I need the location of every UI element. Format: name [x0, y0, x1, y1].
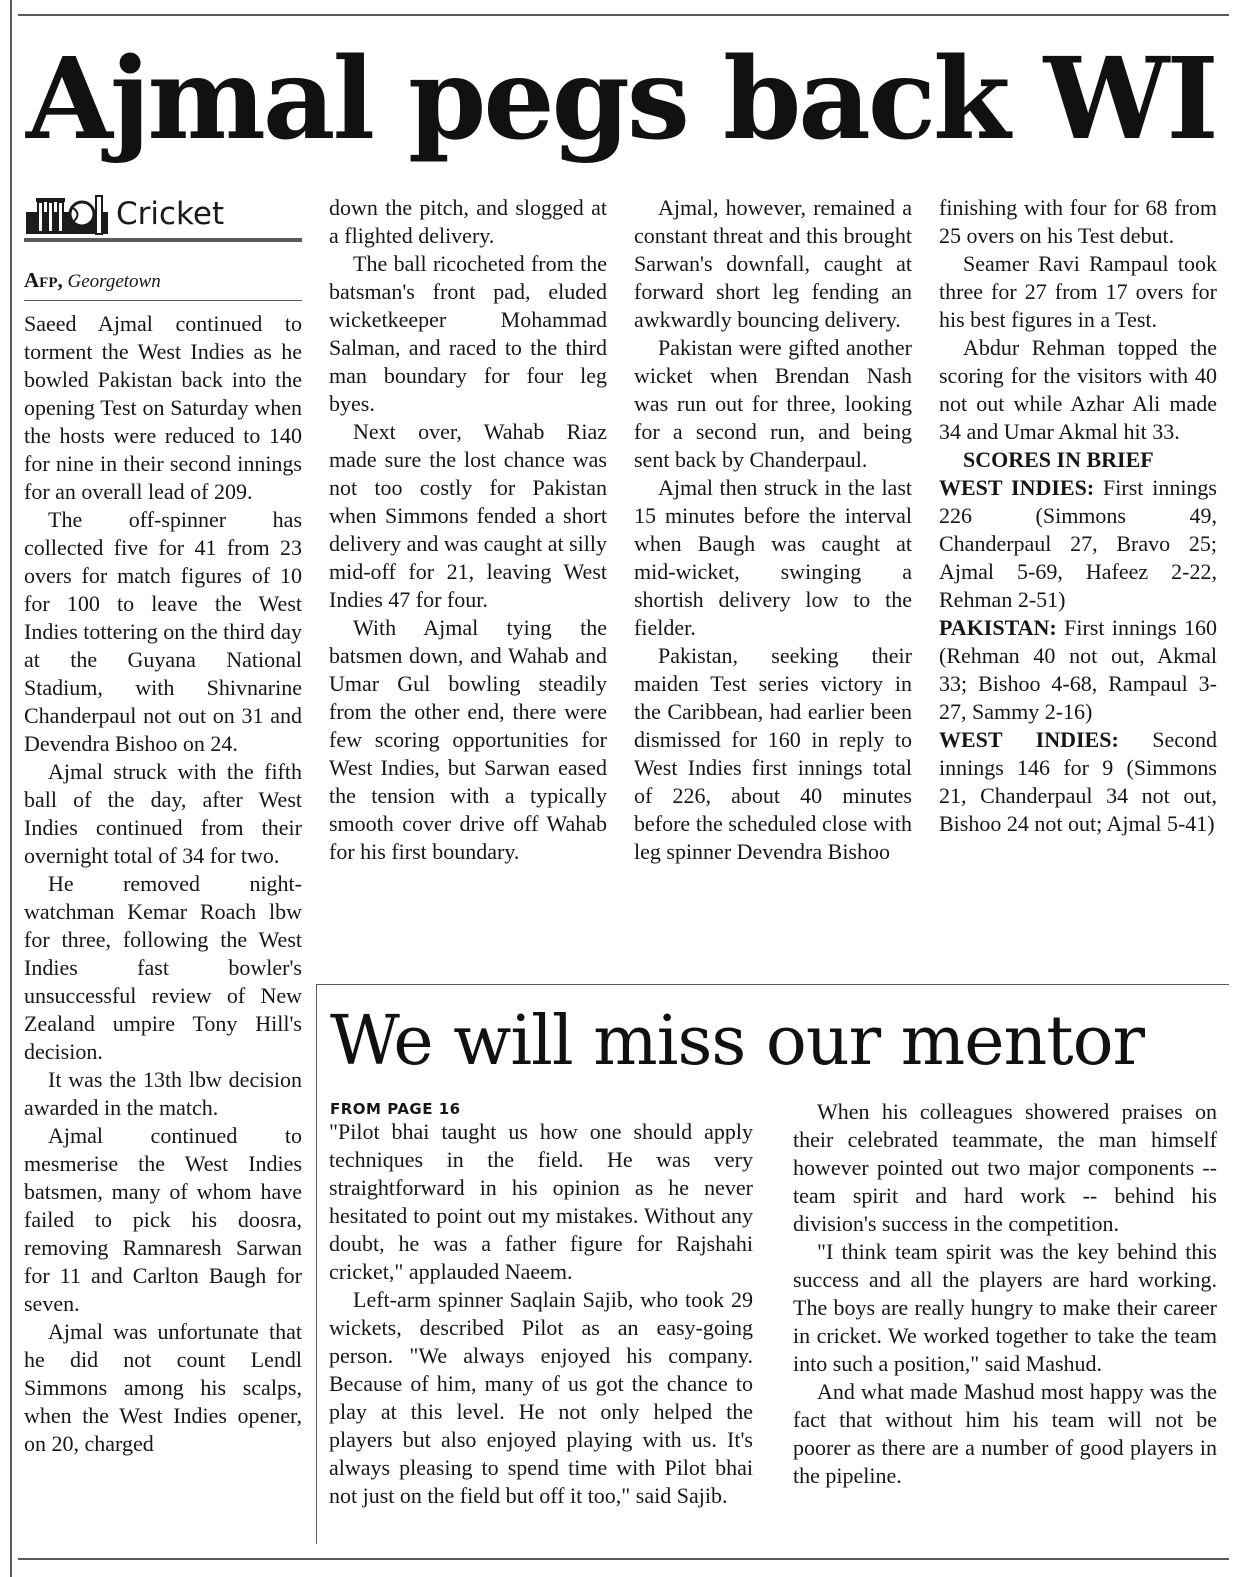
byline-agency: Afp, — [24, 268, 63, 292]
paragraph: With Ajmal tying the batsmen down, and Wahab and Umar Gul bowling steadily from the other end, there were few scoring opportunities for West Indies, but Sarwan eased the tension with a typically smooth cover drive off Wahab for his first boundary. — [329, 615, 607, 864]
paragraph: down the pitch, and slogged at a flighted delivery. — [329, 195, 607, 248]
paragraph: Pakistan, seeking their maiden Test series victory in the Caribbean, had earlier been dismissed for 160 in reply to West Indies first innings total of 226, about 40 minutes before the scheduled close with leg spinner Devendra Bishoo — [634, 643, 912, 864]
article1-column-4 — [939, 194, 1217, 838]
paragraph: Seamer Ravi Rampaul took three for 27 from 17 overs for his best figures in a Test. — [939, 251, 1217, 332]
score-team: PAKISTAN: — [939, 615, 1057, 640]
left-border — [10, 0, 12, 1577]
score-team: WEST INDIES: — [939, 727, 1119, 752]
byline-rule — [24, 300, 302, 301]
headline-mentor: We will miss our mentor — [330, 1002, 1145, 1081]
score-text: First innings 160 (Rehman 40 not out, Akmal 33; Bishoo 4-68, Rampaul 3-27, Sammy 2-16) — [939, 615, 1217, 724]
paragraph: Next over, Wahab Riaz made sure the lost chance was not too costly for Pakistan when Simmons fended a short delivery and was caught at silly mid-off for 21, leaving West Indies 47 for four. — [329, 419, 607, 612]
article1-column-2 — [329, 194, 607, 866]
paragraph: Saeed Ajmal continued to torment the West Indies as he bowled Pakistan back into the opening Test on Saturday when the hosts were reduced to 140 for nine in their second innings for an overall lead of 209. — [24, 311, 302, 504]
paragraph: Ajmal then struck in the last 15 minutes before the interval when Baugh was caught at mid-wicket, swinging a shortish delivery low to the fielder. — [634, 475, 912, 640]
paragraph: Abdur Rehman topped the scoring for the visitors with 40 not out while Azhar Ali made 34 and Umar Akmal hit 33. — [939, 335, 1217, 444]
section-label: Cricket — [116, 196, 225, 232]
score-text: Second innings 146 for 9 (Simmons 21, Chanderpaul 34 not out, Bishoo 24 not out; Ajmal 5-41) — [939, 727, 1217, 836]
byline-place: Georgetown — [67, 271, 161, 292]
paragraph: The off-spinner has collected five for 41 from 23 overs for match figures of 10 for 100 to leave the West Indies tottering on the third day at the Guyana National Stadium, with Shivnarine Chanderpaul not out on 31 and Devendra Bishoo on 24. — [24, 507, 302, 756]
headline-ajmal: Ajmal pegs back WI — [26, 34, 1216, 165]
score-item — [939, 726, 1217, 838]
paragraph: Ajmal, however, remained a constant threat and this brought Sarwan's downfall, caught at forward short leg fending an awkwardly bouncing delivery. — [634, 195, 912, 332]
story-divider — [316, 984, 1229, 985]
scores-heading: SCORES IN BRIEF — [963, 447, 1154, 472]
article1-column-1 — [24, 310, 302, 1458]
paragraph: It was the 13th lbw decision awarded in the match. — [24, 1067, 302, 1120]
paragraph: Ajmal struck with the fifth ball of the day, after West Indies continued from their overnight total of 34 for two. — [24, 759, 302, 868]
paragraph: Ajmal was unfortunate that he did not count Lendl Simmons among his scalps, when the West Indies opener, on 20, charged — [24, 1319, 302, 1456]
from-page-label: FROM PAGE 16 — [330, 1100, 461, 1118]
top-rule — [18, 14, 1229, 16]
bottom-rule — [18, 1558, 1229, 1560]
paragraph: "I think team spirit was the key behind this success and all the players are hard working. The boys are really hungry to make their career in cricket. We worked together to take the team into such a position," said Mashud. — [793, 1239, 1217, 1376]
score-item — [939, 474, 1217, 614]
article2-column-2 — [793, 1098, 1217, 1490]
cricket-icon — [24, 192, 114, 240]
byline — [24, 268, 161, 293]
score-team: WEST INDIES: — [939, 475, 1095, 500]
paragraph: The ball ricocheted from the batsman's front pad, eluded wicketkeeper Mohammad Salman, and raced to the third man boundary for four leg byes. — [329, 251, 607, 416]
paragraph: When his colleagues showered praises on their celebrated teammate, the man himself however pointed out two major components -- team spirit and hard work -- behind his division's success in the competition. — [793, 1099, 1217, 1236]
score-item — [939, 614, 1217, 726]
article1-column-3 — [634, 194, 912, 866]
paragraph: He removed night-watchman Kemar Roach lbw for three, following the West Indies fast bowler's unsuccessful review of New Zealand umpire Tony Hill's decision. — [24, 871, 302, 1064]
section-badge — [24, 192, 302, 244]
paragraph: Left-arm spinner Saqlain Sajib, who took 29 wickets, described Pilot as an easy-going person. "We always enjoyed his company. Because of him, many of us got the chance to play at this level. He not only helped the players but also enjoyed playing with us. It's always pleasing to spend time with Pilot bhai not just on the field but off it too," said Sajib. — [329, 1287, 753, 1508]
paragraph: And what made Mashud most happy was the fact that without him his team will not be poorer as there are a number of good players in the pipeline. — [793, 1379, 1217, 1488]
paragraph: Pakistan were gifted another wicket when Brendan Nash was run out for three, looking for a second run, and being sent back by Chanderpaul. — [634, 335, 912, 472]
paragraph: finishing with four for 68 from 25 overs on his Test debut. — [939, 195, 1217, 248]
score-text: First innings 226 (Simmons 49, Chanderpaul 27, Bravo 25; Ajmal 5-69, Hafeez 2-22, Rehman 2-51) — [939, 475, 1217, 612]
section-underline — [24, 238, 302, 242]
article2-column-1 — [329, 1118, 753, 1510]
paragraph: "Pilot bhai taught us how one should apply techniques in the field. He was very straightforward in his opinion as he never hesitated to point out my mistakes. Without any doubt, he was a father figure for Rajshahi cricket," applauded Naeem. — [329, 1119, 753, 1284]
story-divider-vertical — [316, 984, 317, 1544]
paragraph: Ajmal continued to mesmerise the West Indies batsmen, many of whom have failed to pick his doosra, removing Ramnaresh Sarwan for 11 and Carlton Baugh for seven. — [24, 1123, 302, 1316]
